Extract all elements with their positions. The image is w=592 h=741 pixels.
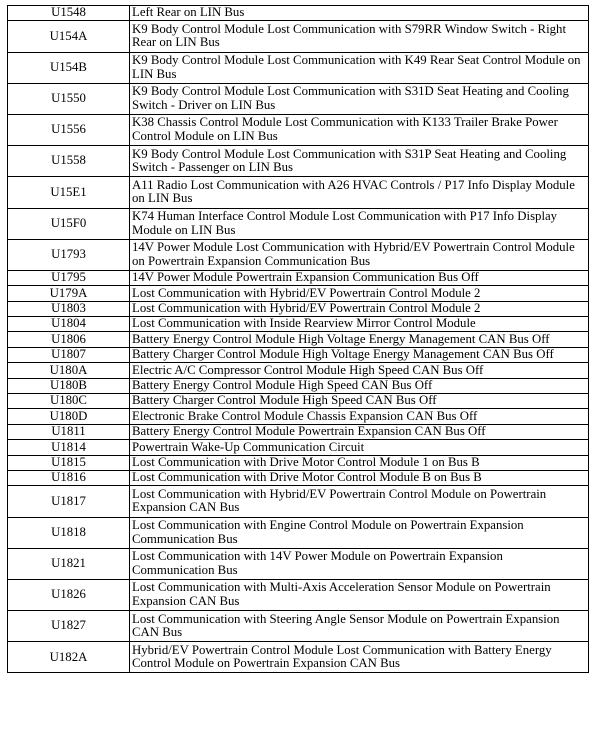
table-row xyxy=(8,579,589,610)
dtc-code: U1826 xyxy=(8,579,130,610)
dtc-code: U1803 xyxy=(8,301,130,316)
dtc-description: K9 Body Control Module Lost Communication with S31P Seat Heating and Cooling Switch - Passenger on LIN Bus xyxy=(130,146,589,177)
table-row xyxy=(8,548,589,579)
table-row xyxy=(8,177,589,208)
dtc-code: U154A xyxy=(8,21,130,52)
dtc-code: U154B xyxy=(8,52,130,83)
dtc-description: Lost Communication with 14V Power Module on Powertrain Expansion Communication Bus xyxy=(130,548,589,579)
dtc-code: U1815 xyxy=(8,455,130,470)
dtc-description: Battery Energy Control Module Powertrain Expansion CAN Bus Off xyxy=(130,424,589,439)
dtc-table xyxy=(7,5,589,673)
dtc-description: Hybrid/EV Powertrain Control Module Lost Communication with Battery Energy Control Module on Powertrain Expansion CAN Bus xyxy=(130,642,589,673)
table-row xyxy=(8,611,589,642)
dtc-code: U182A xyxy=(8,642,130,673)
dtc-code: U1558 xyxy=(8,146,130,177)
dtc-description: K38 Chassis Control Module Lost Communication with K133 Trailer Brake Power Control Module on LIN Bus xyxy=(130,114,589,145)
dtc-code: U1814 xyxy=(8,440,130,455)
dtc-code: U180D xyxy=(8,409,130,424)
dtc-code: U1804 xyxy=(8,317,130,332)
dtc-description: Lost Communication with Drive Motor Control Module 1 on Bus B xyxy=(130,455,589,470)
table-row xyxy=(8,347,589,362)
dtc-description: Battery Charger Control Module High Speed CAN Bus Off xyxy=(130,394,589,409)
dtc-description: Battery Energy Control Module High Voltage Energy Management CAN Bus Off xyxy=(130,332,589,347)
dtc-code: U15E1 xyxy=(8,177,130,208)
table-row xyxy=(8,239,589,270)
table-row xyxy=(8,470,589,485)
table-row xyxy=(8,114,589,145)
table-row xyxy=(8,363,589,378)
dtc-description: 14V Power Module Lost Communication with Hybrid/EV Powertrain Control Module on Powertrain Expansion Communication Bus xyxy=(130,239,589,270)
dtc-code: U1827 xyxy=(8,611,130,642)
dtc-description: K9 Body Control Module Lost Communication with S31D Seat Heating and Cooling Switch - Driver on LIN Bus xyxy=(130,83,589,114)
table-row xyxy=(8,394,589,409)
dtc-description: Electric A/C Compressor Control Module High Speed CAN Bus Off xyxy=(130,363,589,378)
table-row xyxy=(8,83,589,114)
dtc-description: K9 Body Control Module Lost Communication with S79RR Window Switch - Right Rear on LIN Bus xyxy=(130,21,589,52)
dtc-code: U1793 xyxy=(8,239,130,270)
table-row xyxy=(8,642,589,673)
dtc-code: U1811 xyxy=(8,424,130,439)
dtc-code: U1795 xyxy=(8,270,130,285)
table-row xyxy=(8,301,589,316)
table-row xyxy=(8,455,589,470)
dtc-code: U1821 xyxy=(8,548,130,579)
dtc-description: K74 Human Interface Control Module Lost Communication with P17 Info Display Module on LIN Bus xyxy=(130,208,589,239)
table-row xyxy=(8,409,589,424)
table-row xyxy=(8,270,589,285)
dtc-description: 14V Power Module Powertrain Expansion Communication Bus Off xyxy=(130,270,589,285)
dtc-table-body xyxy=(8,6,589,673)
dtc-code: U180B xyxy=(8,378,130,393)
dtc-code: U1818 xyxy=(8,517,130,548)
dtc-description: Lost Communication with Steering Angle Sensor Module on Powertrain Expansion CAN Bus xyxy=(130,611,589,642)
dtc-code: U1817 xyxy=(8,486,130,517)
dtc-code: U179A xyxy=(8,286,130,301)
table-row xyxy=(8,146,589,177)
dtc-description: A11 Radio Lost Communication with A26 HVAC Controls / P17 Info Display Module on LIN Bus xyxy=(130,177,589,208)
dtc-description: Lost Communication with Hybrid/EV Powertrain Control Module on Powertrain Expansion CAN Bus xyxy=(130,486,589,517)
table-row xyxy=(8,6,589,21)
dtc-description: Left Rear on LIN Bus xyxy=(130,6,589,21)
dtc-description: Lost Communication with Hybrid/EV Powertrain Control Module 2 xyxy=(130,286,589,301)
table-row xyxy=(8,21,589,52)
table-row xyxy=(8,332,589,347)
dtc-code: U15F0 xyxy=(8,208,130,239)
table-row xyxy=(8,317,589,332)
dtc-description: Lost Communication with Engine Control Module on Powertrain Expansion Communication Bus xyxy=(130,517,589,548)
table-row xyxy=(8,52,589,83)
dtc-description: Electronic Brake Control Module Chassis Expansion CAN Bus Off xyxy=(130,409,589,424)
dtc-code: U1816 xyxy=(8,470,130,485)
table-row xyxy=(8,440,589,455)
dtc-code: U180C xyxy=(8,394,130,409)
dtc-code: U1807 xyxy=(8,347,130,362)
table-row xyxy=(8,378,589,393)
dtc-description: Powertrain Wake-Up Communication Circuit xyxy=(130,440,589,455)
dtc-code: U1556 xyxy=(8,114,130,145)
table-row xyxy=(8,424,589,439)
dtc-code: U180A xyxy=(8,363,130,378)
table-row xyxy=(8,286,589,301)
table-row xyxy=(8,208,589,239)
dtc-description: Lost Communication with Drive Motor Control Module B on Bus B xyxy=(130,470,589,485)
dtc-code: U1806 xyxy=(8,332,130,347)
dtc-description: K9 Body Control Module Lost Communication with K49 Rear Seat Control Module on LIN Bus xyxy=(130,52,589,83)
table-row xyxy=(8,486,589,517)
dtc-description: Battery Charger Control Module High Voltage Energy Management CAN Bus Off xyxy=(130,347,589,362)
dtc-description: Battery Energy Control Module High Speed CAN Bus Off xyxy=(130,378,589,393)
table-row xyxy=(8,517,589,548)
dtc-description: Lost Communication with Hybrid/EV Powertrain Control Module 2 xyxy=(130,301,589,316)
dtc-description: Lost Communication with Multi-Axis Acceleration Sensor Module on Powertrain Expansion CAN Bus xyxy=(130,579,589,610)
dtc-description: Lost Communication with Inside Rearview Mirror Control Module xyxy=(130,317,589,332)
dtc-code: U1548 xyxy=(8,6,130,21)
dtc-code: U1550 xyxy=(8,83,130,114)
